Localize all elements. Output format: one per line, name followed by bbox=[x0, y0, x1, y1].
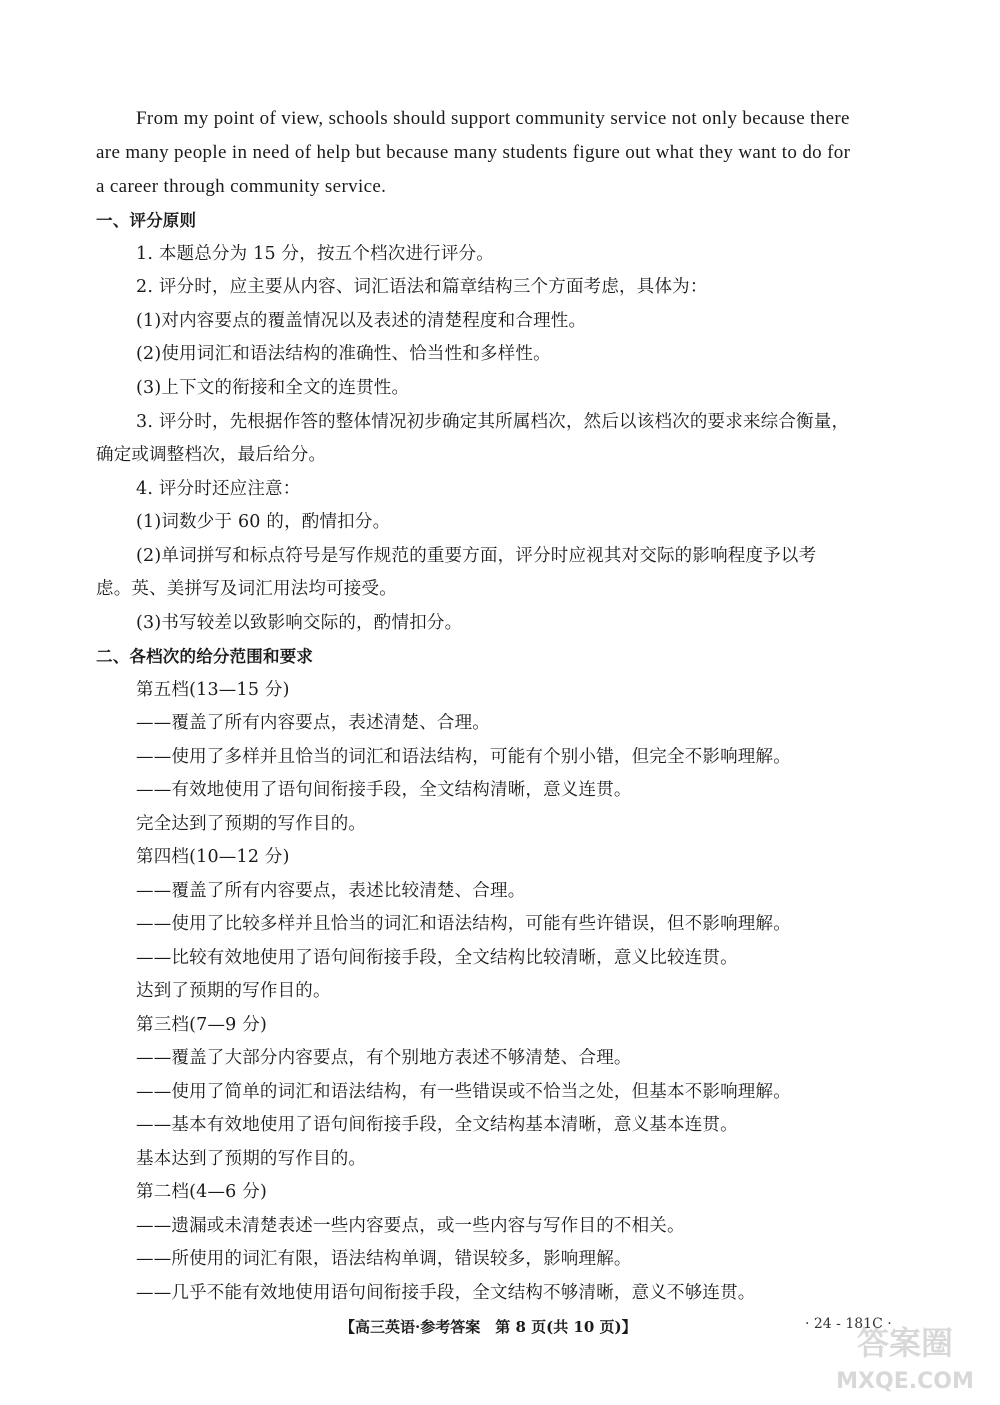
grade-criterion: ——覆盖了所有内容要点，表述清楚、合理。 bbox=[136, 713, 490, 733]
section1-line: (2)使用词汇和语法结构的准确性、恰当性和多样性。 bbox=[136, 344, 551, 364]
section2-heading: 二、各档次的给分范围和要求 bbox=[96, 647, 314, 666]
grade-criterion: ——使用了简单的词汇和语法结构，有一些错误或不恰当之处，但基本不影响理解。 bbox=[136, 1082, 791, 1102]
section1-line: (1)词数少于 60 的，酌情扣分。 bbox=[136, 512, 391, 532]
english-paragraph-line-1: From my point of view, schools should support community service not only because there bbox=[136, 108, 850, 129]
grade-title: 第五档(13—15 分) bbox=[136, 680, 290, 700]
section1-line: 4. 评分时还应注意： bbox=[136, 479, 301, 499]
grade-criterion: ——遗漏或未清楚表述一些内容要点，或一些内容与写作目的不相关。 bbox=[136, 1216, 685, 1236]
section1-line: 虑。英、美拼写及词汇用法均可接受。 bbox=[96, 579, 397, 599]
watermark-text-domain: MXQE.COM bbox=[836, 1369, 974, 1394]
section1-line: 2. 评分时，应主要从内容、词汇语法和篇章结构三个方面考虑，具体为： bbox=[136, 277, 708, 297]
section1-line: (2)单词拼写和标点符号是写作规范的重要方面，评分时应视其对交际的影响程度予以考 bbox=[136, 546, 817, 566]
section1-line: 3. 评分时，先根据作答的整体情况初步确定其所属档次，然后以该档次的要求来综合衡量， bbox=[136, 412, 850, 432]
english-paragraph-line-2: are many people in need of help but because many students figure out what they want to do for bbox=[96, 142, 851, 163]
section1-line: (1)对内容要点的覆盖情况以及表述的清楚程度和合理性。 bbox=[136, 311, 587, 331]
grade-criterion: ——所使用的词汇有限，语法结构单调，错误较多，影响理解。 bbox=[136, 1249, 632, 1269]
grade-title: 第二档(4—6 分) bbox=[136, 1182, 267, 1202]
section1-heading: 一、评分原则 bbox=[96, 211, 197, 230]
grade-criterion: ——使用了多样并且恰当的词汇和语法结构，可能有个别小错，但完全不影响理解。 bbox=[136, 747, 791, 767]
english-paragraph-line-3: a career through community service. bbox=[96, 176, 387, 197]
grade-criterion: ——比较有效地使用了语句间衔接手段，全文结构比较清晰，意义比较连贯。 bbox=[136, 948, 738, 968]
grade-summary: 达到了预期的写作目的。 bbox=[136, 981, 331, 1001]
section1-line: 确定或调整档次，最后给分。 bbox=[96, 445, 327, 465]
grade-criterion: ——基本有效地使用了语句间衔接手段，全文结构基本清晰，意义基本连贯。 bbox=[136, 1115, 738, 1135]
grade-criterion: ——几乎不能有效地使用语句间衔接手段，全文结构不够清晰，意义不够连贯。 bbox=[136, 1283, 756, 1303]
watermark-logo bbox=[820, 1318, 990, 1398]
section1-line: (3)书写较差以致影响交际的，酌情扣分。 bbox=[136, 613, 463, 633]
section1-line: (3)上下文的衔接和全文的连贯性。 bbox=[136, 378, 410, 398]
grade-summary: 完全达到了预期的写作目的。 bbox=[136, 814, 367, 834]
watermark-text-cn: 答案圈 bbox=[856, 1324, 954, 1362]
grade-criterion: ——有效地使用了语句间衔接手段，全文结构清晰，意义连贯。 bbox=[136, 780, 632, 800]
grade-summary: 基本达到了预期的写作目的。 bbox=[136, 1149, 367, 1169]
grade-criterion: ——覆盖了所有内容要点，表述比较清楚、合理。 bbox=[136, 881, 526, 901]
footer-doc-code: · 24 - 181C · bbox=[805, 1316, 892, 1332]
grade-title: 第三档(7—9 分) bbox=[136, 1015, 267, 1035]
grade-title: 第四档(10—12 分) bbox=[136, 847, 290, 867]
grade-criterion: ——覆盖了大部分内容要点，有个别地方表述不够清楚、合理。 bbox=[136, 1048, 632, 1068]
grade-criterion: ——使用了比较多样并且恰当的词汇和语法结构，可能有些许错误，但不影响理解。 bbox=[136, 914, 791, 934]
footer-page-info: 【高三英语·参考答案 第 8 页(共 10 页)】 bbox=[340, 1318, 637, 1336]
section1-line: 1. 本题总分为 15 分，按五个档次进行评分。 bbox=[136, 244, 494, 264]
